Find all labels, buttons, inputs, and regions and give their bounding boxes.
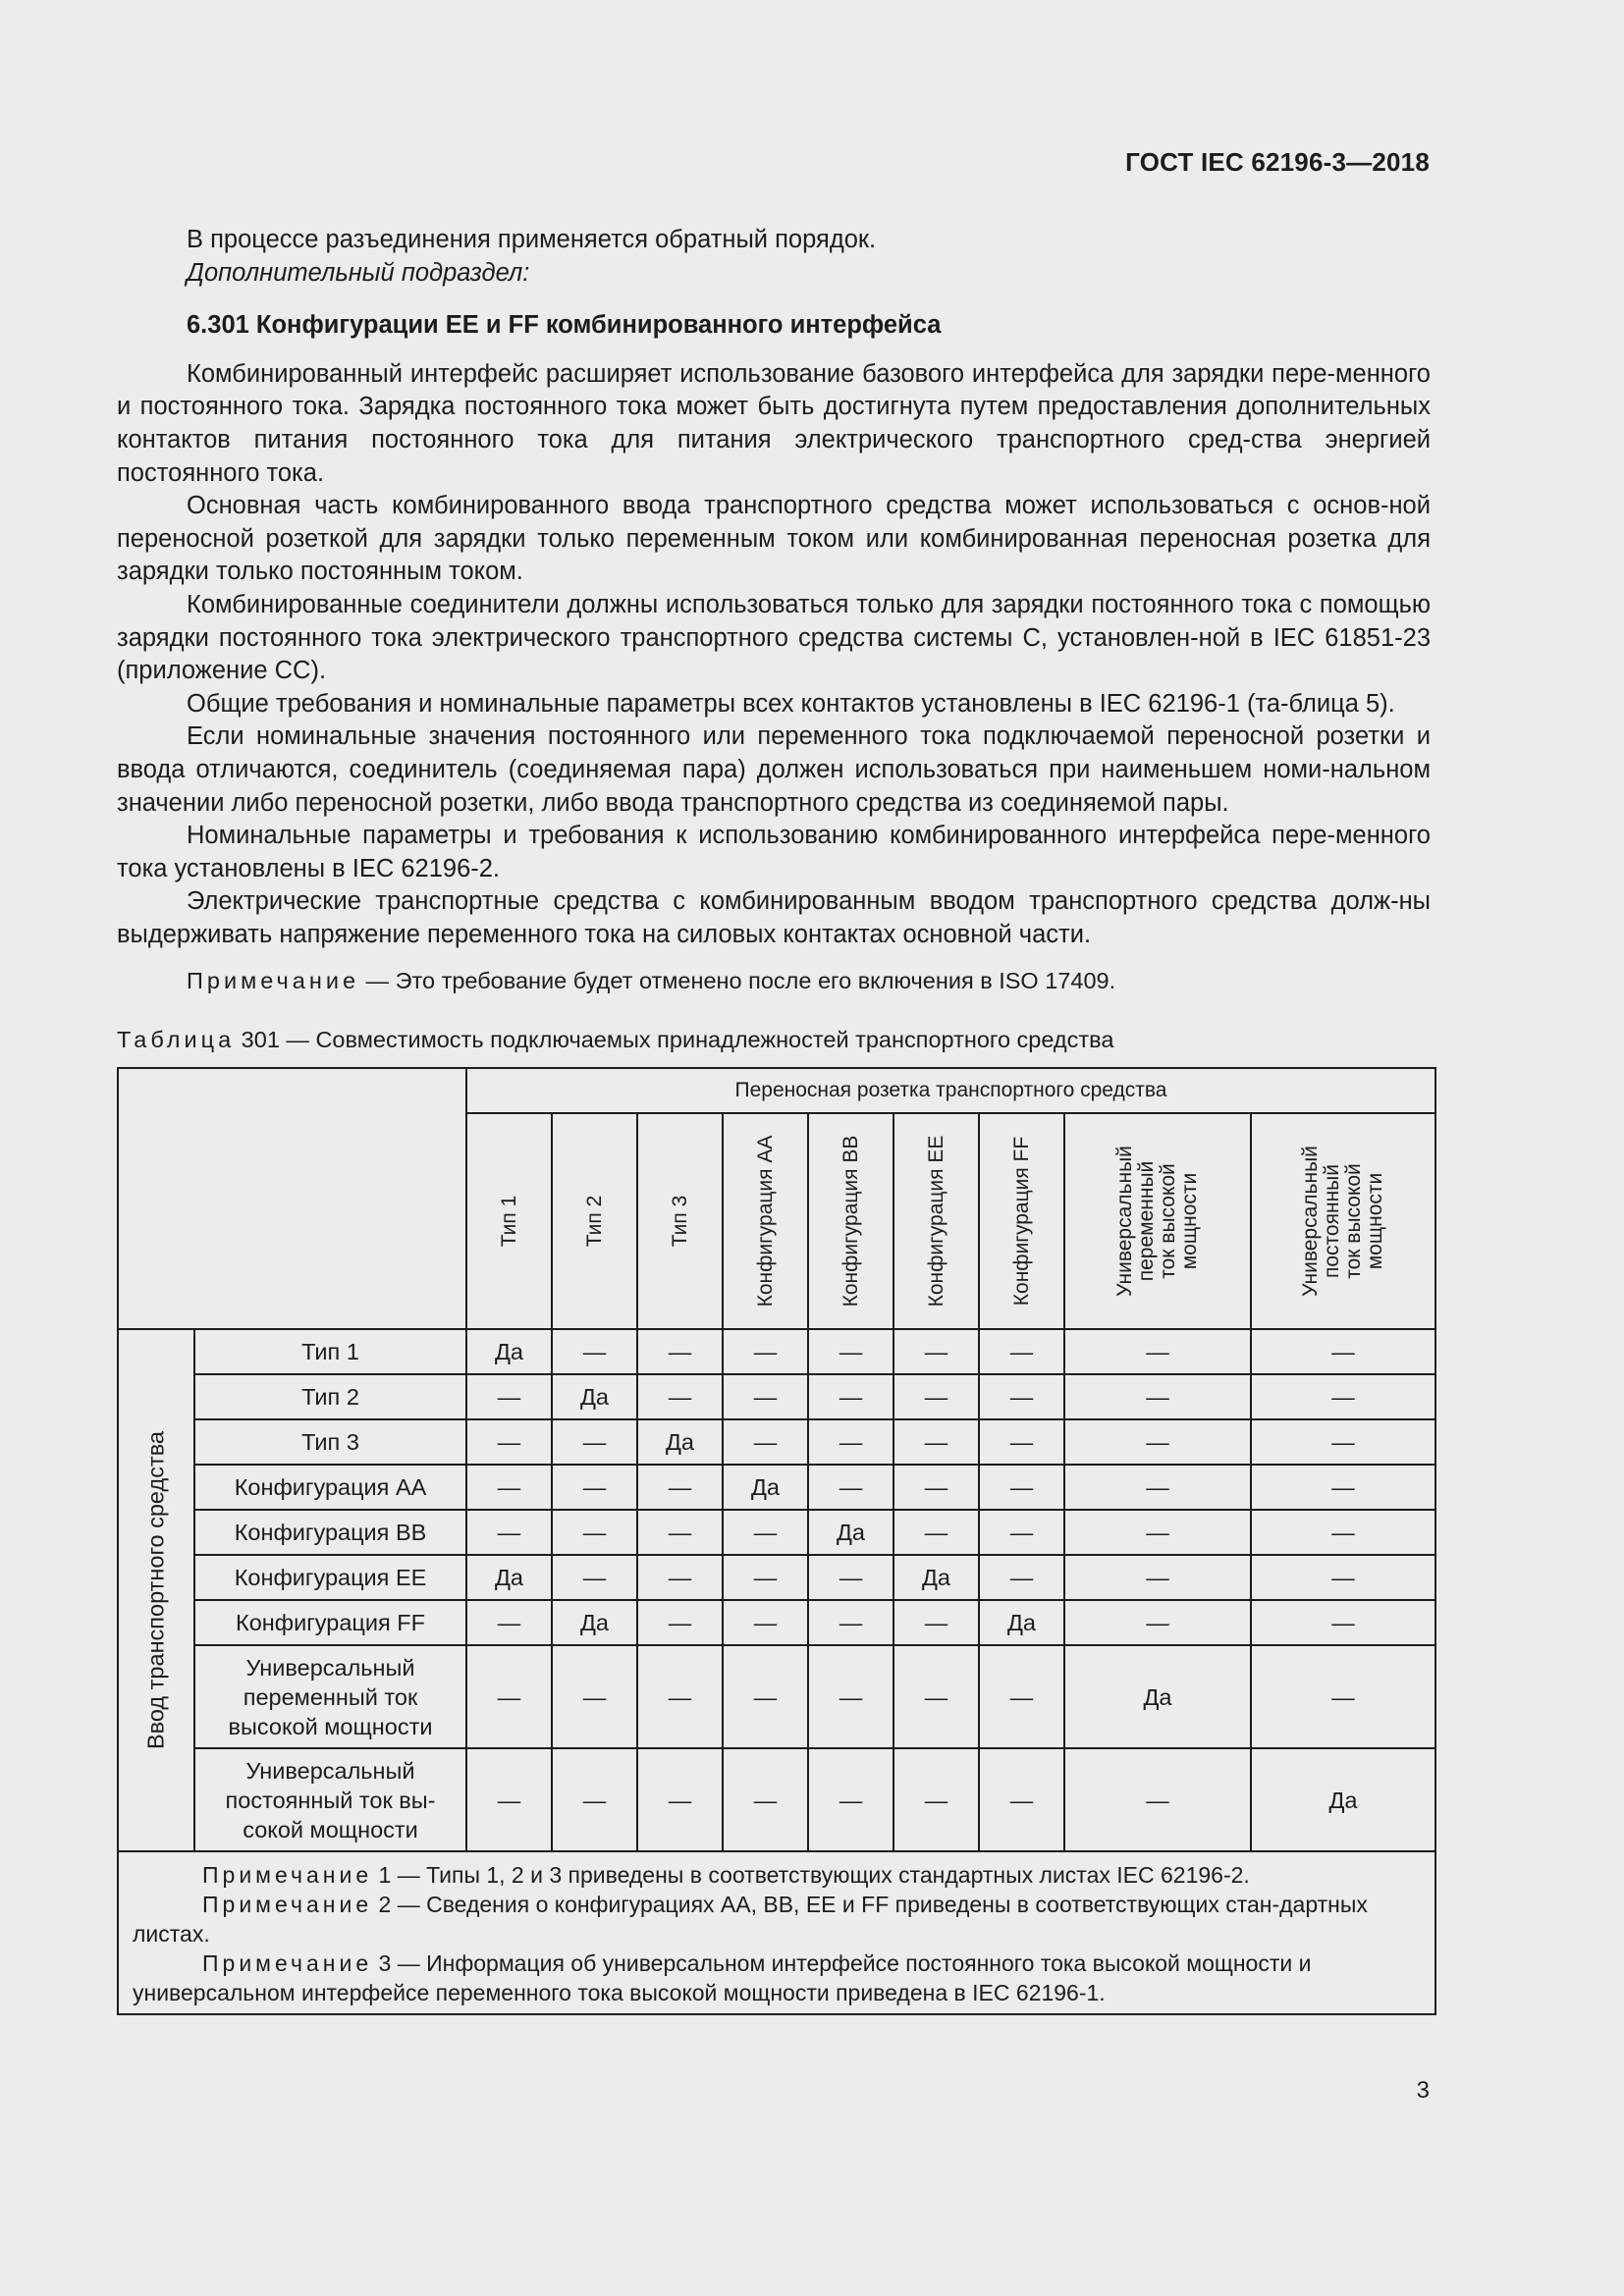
table-cell: —: [466, 1374, 552, 1419]
table-cell: —: [893, 1600, 979, 1645]
column-header: [637, 1113, 723, 1329]
page-content: [117, 224, 1431, 2015]
table-cell: —: [979, 1419, 1064, 1465]
table-cell: —: [723, 1600, 808, 1645]
table-cell: —: [979, 1374, 1064, 1419]
table-cell: —: [723, 1645, 808, 1748]
table-cell: —: [808, 1329, 893, 1374]
table-cell: —: [808, 1465, 893, 1510]
table-cell: —: [552, 1555, 637, 1600]
table-cell: —: [1064, 1748, 1251, 1851]
table-row: [118, 1510, 1435, 1555]
table-cell: Да: [893, 1555, 979, 1600]
table-cell: —: [893, 1645, 979, 1748]
table-note-label: Примечание: [202, 1862, 373, 1889]
column-header-label: Конфигурация АА: [753, 1136, 777, 1308]
column-header-label: Тип 2: [582, 1196, 606, 1248]
table-cell: —: [893, 1465, 979, 1510]
table-cell: —: [1064, 1465, 1251, 1510]
table-cell: —: [723, 1555, 808, 1600]
table-cell: —: [723, 1419, 808, 1465]
table-caption: [117, 1024, 1431, 1055]
column-header: [808, 1113, 893, 1329]
table-cell: —: [637, 1329, 723, 1374]
body-paragraph: Если номинальные значения постоянного или переменного тока подключаемой переносной розетки и ввода отличаются, соединитель (соединяемая пара) должен использоваться при наименьшем номи-нальном значении либо переносной розетки, либо ввода транспортного средства из соединяемой пары.: [117, 722, 1431, 817]
table-row: [118, 1748, 1435, 1851]
row-label: Тип 3: [194, 1419, 466, 1465]
table-row: [118, 1465, 1435, 1510]
reverse-order-paragraph: В процессе разъединения применяется обратный порядок.: [187, 226, 877, 253]
table-cell: —: [552, 1329, 637, 1374]
table-note: [133, 1860, 1421, 1890]
table-cell: —: [466, 1419, 552, 1465]
body-paragraph: Номинальные параметры и требования к использованию комбинированного интерфейса пере-менного тока установлены в IEC 62196-2.: [117, 822, 1431, 882]
row-group-header: [118, 1329, 194, 1851]
table-cell: —: [808, 1419, 893, 1465]
table-cell: —: [1064, 1374, 1251, 1419]
table-row: [118, 1645, 1435, 1748]
column-header: [466, 1113, 552, 1329]
table-cell: —: [1251, 1510, 1435, 1555]
table-cell: Да: [1064, 1645, 1251, 1748]
table-cell: —: [466, 1465, 552, 1510]
table-cell: Да: [466, 1555, 552, 1600]
body-paragraph: Комбинированный интерфейс расширяет использование базового интерфейса для зарядки пере-менного и постоянного тока. Зарядка постоянного тока может быть достигнута путем предоставления дополнительных контактов питания постоянного тока для питания электрического транспортного сред-ства энергией постоянного тока.: [117, 359, 1431, 487]
row-label: Конфигурация АА: [194, 1465, 466, 1510]
table-cell: —: [637, 1555, 723, 1600]
table-cell: —: [552, 1510, 637, 1555]
table-corner-cell: [118, 1068, 466, 1329]
table-cell: —: [808, 1600, 893, 1645]
table-cell: —: [1064, 1329, 1251, 1374]
table-note: [133, 1949, 1421, 2007]
table-cell: —: [1251, 1419, 1435, 1465]
table-cell: —: [979, 1555, 1064, 1600]
column-header: [893, 1113, 979, 1329]
table-cell: —: [723, 1374, 808, 1419]
table-cell: —: [637, 1465, 723, 1510]
note-label: Примечание: [187, 968, 360, 994]
column-header: [979, 1113, 1064, 1329]
table-cell: —: [1251, 1374, 1435, 1419]
table-cell: —: [808, 1555, 893, 1600]
table-cell: Да: [637, 1419, 723, 1465]
table-cell: —: [1064, 1555, 1251, 1600]
table-note-text: 3 — Информация об универсальном интерфейсе постоянного тока высокой мощности и универсальном интерфейсе переменного тока высокой мощности приведена в IEC 62196-1.: [133, 1950, 1312, 2006]
table-cell: —: [1251, 1555, 1435, 1600]
table-cell: —: [552, 1645, 637, 1748]
row-label: Универсальный переменный ток высокой мощности: [194, 1645, 466, 1748]
table-cell: Да: [552, 1374, 637, 1419]
column-header-label: Универсальный переменный ток высокой мощности: [1113, 1146, 1201, 1298]
table-cell: —: [893, 1510, 979, 1555]
table-cell: —: [466, 1748, 552, 1851]
table-cell: —: [466, 1510, 552, 1555]
table-row: [118, 1600, 1435, 1645]
added-subsection-label: Дополнительный подраздел:: [187, 258, 530, 287]
table-cell: —: [637, 1645, 723, 1748]
table-cell: —: [808, 1645, 893, 1748]
table-cell: —: [808, 1374, 893, 1419]
row-label: Конфигурация ЕЕ: [194, 1555, 466, 1600]
table-cell: —: [979, 1645, 1064, 1748]
table-cell: —: [893, 1419, 979, 1465]
table-cell: —: [552, 1748, 637, 1851]
table-cell: —: [1064, 1419, 1251, 1465]
column-header-label: Универсальный постоянный ток высокой мощности: [1299, 1146, 1386, 1298]
table-cell: Да: [979, 1600, 1064, 1645]
table-note-label: Примечание: [202, 1950, 373, 1977]
column-header: [1064, 1113, 1251, 1329]
table-cell: —: [1251, 1600, 1435, 1645]
row-group-label: Ввод транспортного средства: [142, 1431, 169, 1750]
row-label: Конфигурация ВВ: [194, 1510, 466, 1555]
page-number: 3: [1416, 2077, 1430, 2104]
table-cell: —: [893, 1748, 979, 1851]
table-note-text: 2 — Сведения о конфигурациях АА, ВВ, ЕЕ и FF приведены в соответствующих стан-дартных листах.: [133, 1892, 1368, 1948]
body-paragraph: Электрические транспортные средства с комбинированным вводом транспортного средства долж-ны выдерживать напряжение переменного тока на силовых контактах основной части.: [117, 887, 1431, 948]
table-cell: —: [1064, 1600, 1251, 1645]
body-paragraph: Основная часть комбинированного ввода транспортного средства может использоваться с основ-ной переносной розеткой для зарядки только переменным током или комбинированная переносная розетка для зарядки только постоянным током.: [117, 492, 1431, 586]
body-paragraph: Общие требования и номинальные параметры всех контактов установлены в IEC 62196-1 (та-блица 5).: [187, 689, 1395, 718]
table-note-text: 1 — Типы 1, 2 и 3 приведены в соответствующих стандартных листах IEC 62196-2.: [372, 1862, 1250, 1889]
table-cell: —: [979, 1510, 1064, 1555]
table-cell: —: [1064, 1510, 1251, 1555]
table-cell: —: [893, 1329, 979, 1374]
column-header: [1251, 1113, 1435, 1329]
row-label: Тип 1: [194, 1329, 466, 1374]
standard-code: ГОСТ IEC 62196-3—2018: [1125, 147, 1430, 177]
row-label: Универсальный постоянный ток вы- сокой мощности: [194, 1748, 466, 1851]
row-label: Конфигурация FF: [194, 1600, 466, 1645]
table-cell: Да: [466, 1329, 552, 1374]
table-notes: [118, 1851, 1435, 2014]
column-header: [552, 1113, 637, 1329]
compatibility-table: [117, 1067, 1436, 2015]
table-row: [118, 1374, 1435, 1419]
table-cell: —: [552, 1465, 637, 1510]
table-cell: —: [1251, 1329, 1435, 1374]
column-header-label: Тип 1: [497, 1196, 520, 1248]
table-cell: —: [637, 1600, 723, 1645]
table-cell: —: [637, 1374, 723, 1419]
table-cell: —: [808, 1748, 893, 1851]
column-header: [723, 1113, 808, 1329]
table-row: [118, 1419, 1435, 1465]
table-cell: —: [552, 1419, 637, 1465]
table-row: [118, 1555, 1435, 1600]
table-cell: Да: [723, 1465, 808, 1510]
column-header-label: Тип 3: [668, 1196, 691, 1248]
table-caption-text: 301 — Совместимость подключаемых принадлежностей транспортного средства: [235, 1027, 1114, 1053]
section-title: 6.301 Конфигурации EE и FF комбинированного интерфейса: [187, 311, 942, 340]
table-cell: —: [637, 1748, 723, 1851]
table-cell: —: [979, 1329, 1064, 1374]
table-cell: —: [1251, 1465, 1435, 1510]
row-label: Тип 2: [194, 1374, 466, 1419]
table-cell: —: [723, 1748, 808, 1851]
table-cell: —: [723, 1510, 808, 1555]
note-paragraph: [117, 965, 1431, 996]
table-cell: —: [1251, 1645, 1435, 1748]
table-caption-label: Таблица: [117, 1027, 236, 1053]
column-header-label: Конфигурация ВВ: [839, 1136, 862, 1308]
column-header-label: Конфигурация ЕЕ: [924, 1136, 947, 1308]
table-cell: Да: [1251, 1748, 1435, 1851]
table-cell: Да: [808, 1510, 893, 1555]
table-cell: —: [637, 1510, 723, 1555]
table-cell: —: [893, 1374, 979, 1419]
note-text: — Это требование будет отменено после его включения в ISO 17409.: [359, 968, 1116, 994]
table-cell: —: [466, 1645, 552, 1748]
table-cell: Да: [552, 1600, 637, 1645]
table-cell: —: [979, 1748, 1064, 1851]
column-group-header: Переносная розетка транспортного средства: [466, 1068, 1435, 1113]
column-header-label: Конфигурация FF: [1009, 1137, 1033, 1307]
table-note-label: Примечание: [202, 1892, 373, 1918]
table-note: [133, 1890, 1421, 1949]
table-cell: —: [723, 1329, 808, 1374]
table-row: [118, 1329, 1435, 1374]
body-paragraph: Комбинированные соединители должны использоваться только для зарядки постоянного тока с помощью зарядки постоянного тока электрического транспортного средства системы С, установлен-ной в IEC 61851-23 (приложение СС).: [117, 590, 1431, 685]
table-cell: —: [466, 1600, 552, 1645]
table-cell: —: [979, 1465, 1064, 1510]
